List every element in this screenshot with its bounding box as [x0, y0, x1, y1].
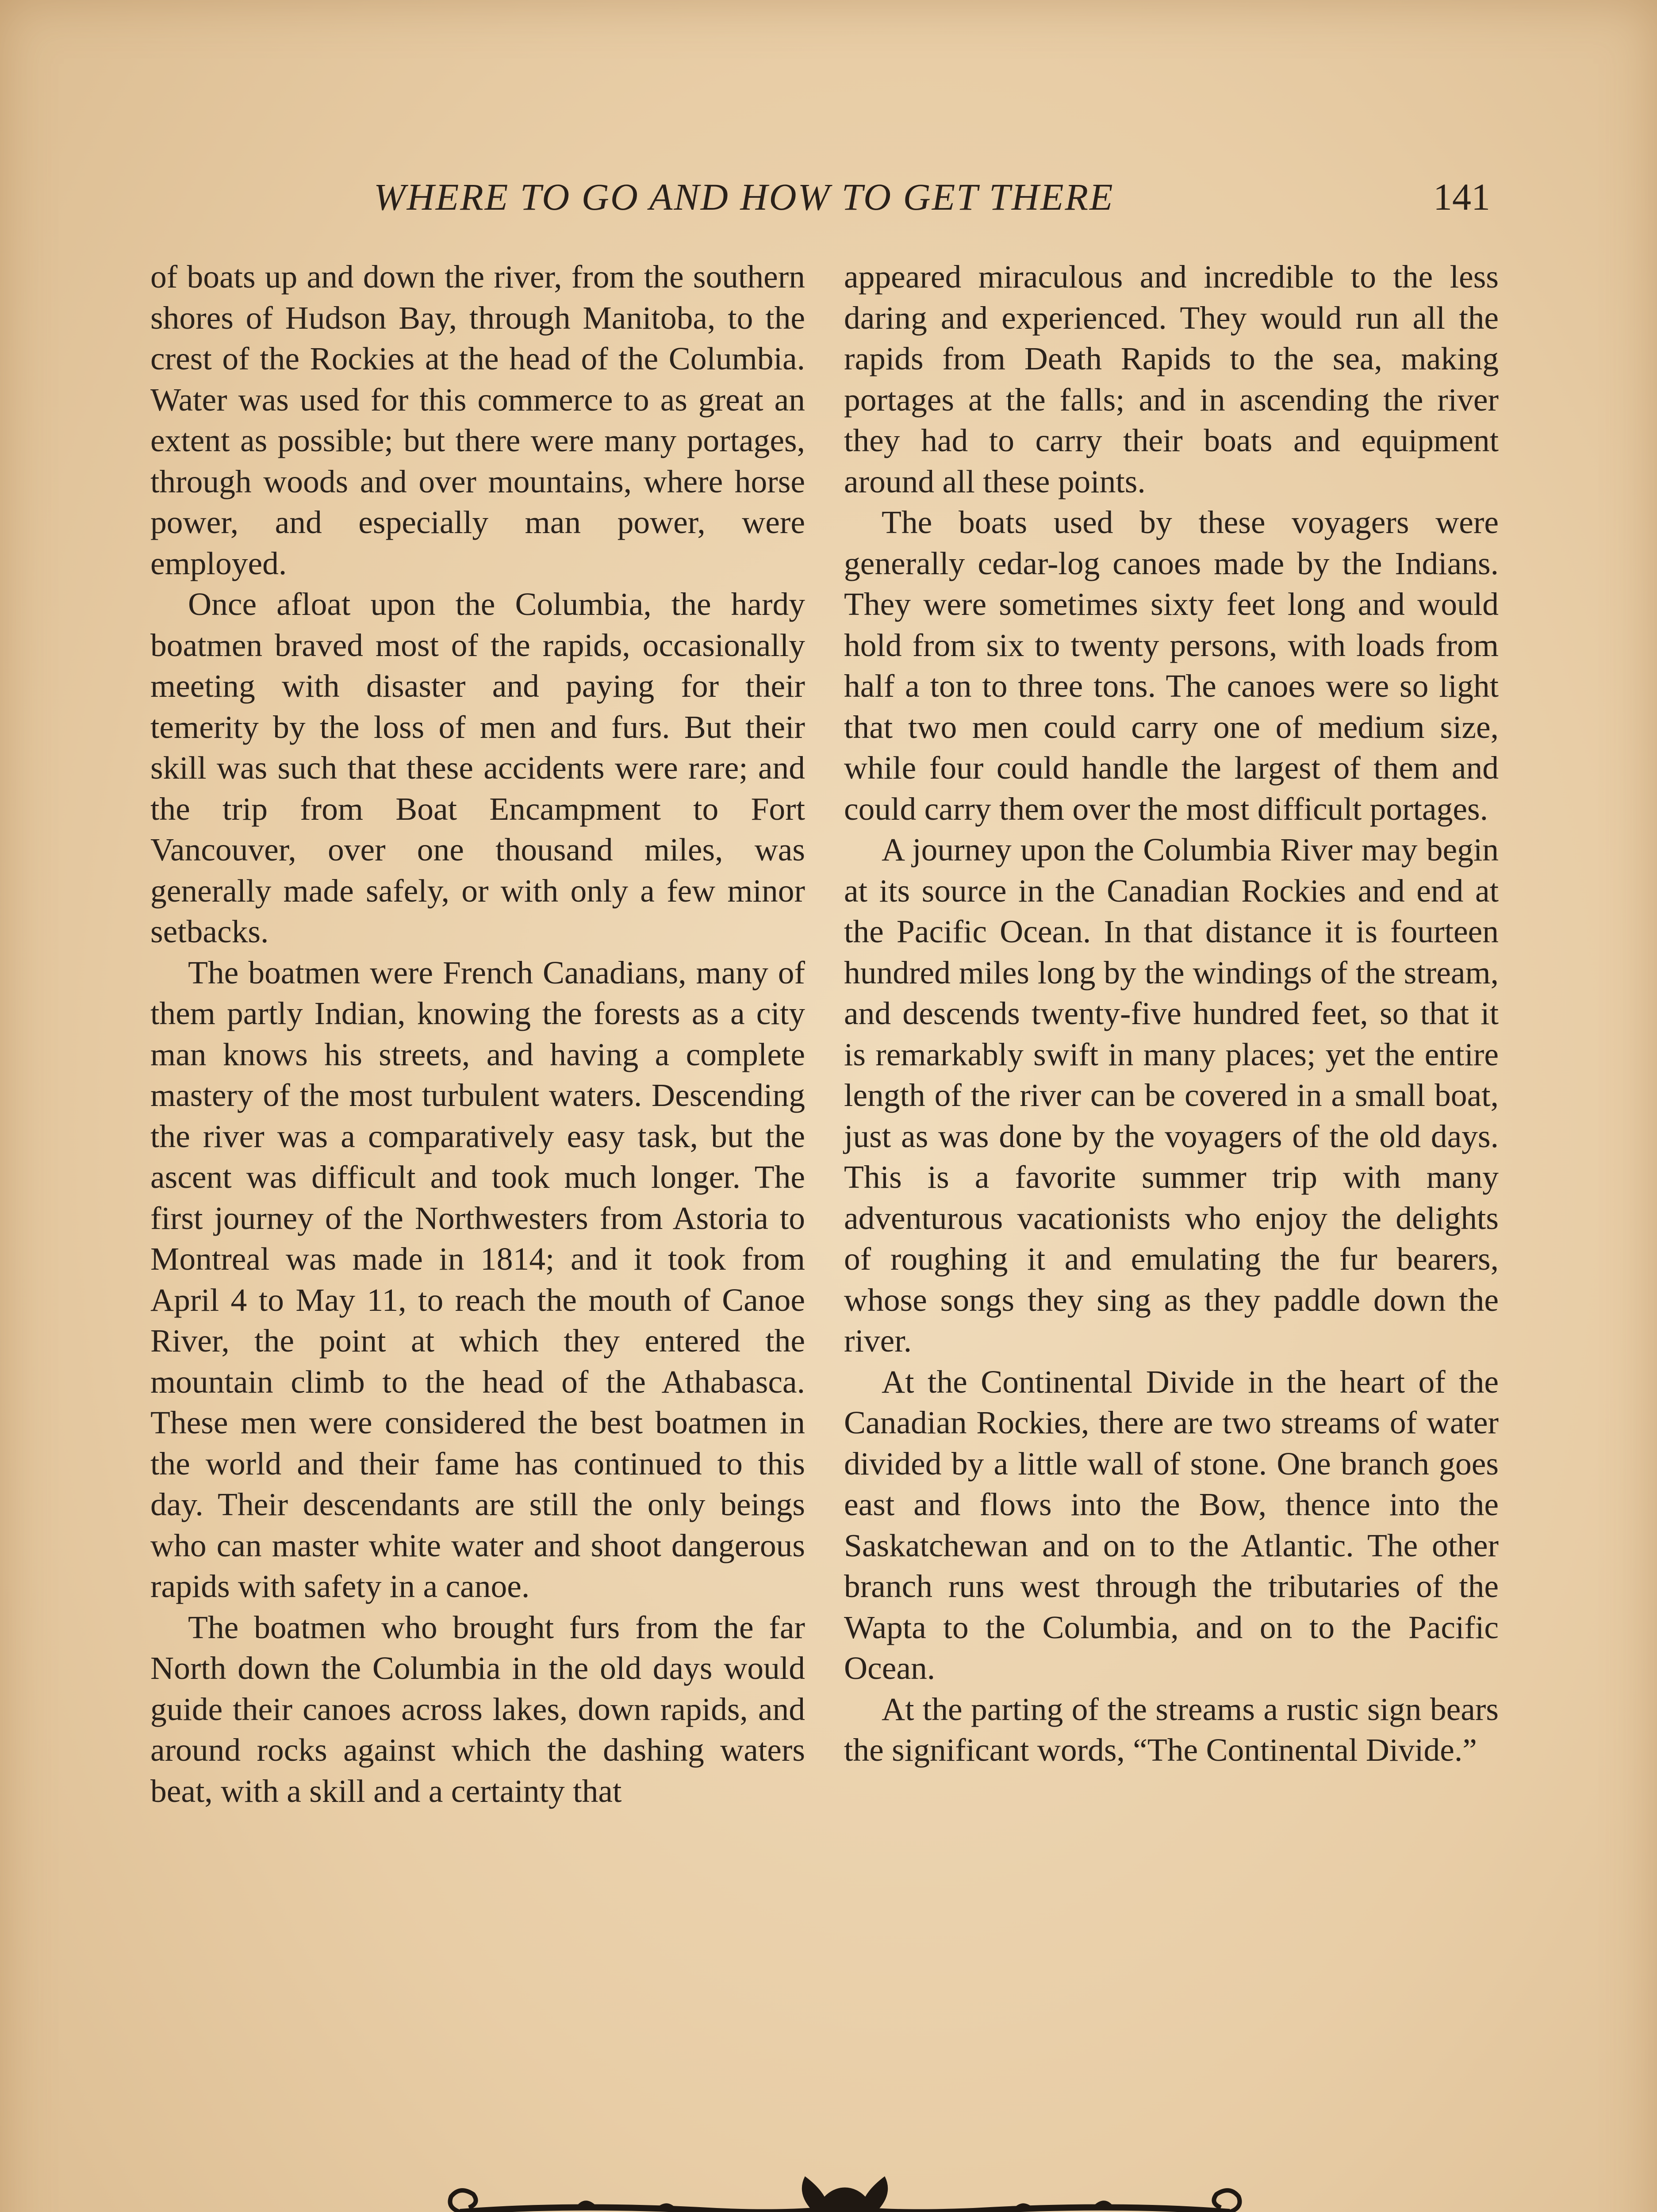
left-column [150, 257, 805, 1812]
right-column [844, 257, 1499, 1771]
paragraph: of boats up and down the river, from the southern shores of Hudson Bay, through Manitoba, to the crest of the Rockies at the head of the Columbia. Water was used for this commerce to as great an extent as possible; but there were many portages, through woods and over mountains, where horse power, and especially man power, were employed. [150, 259, 805, 581]
paragraph: Once afloat upon the Columbia, the hardy boatmen braved most of the rapids, occasionally meeting with disaster and paying for their temerity by the loss of men and furs. But their skill was such that these accidents were rare; and the trip from Boat Encampment to Fort Vancouver, over one thousand miles, was generally made safely, or with only a few minor setbacks. [150, 586, 805, 949]
paragraph: appeared miraculous and incredible to the less daring and experienced. They would run all the rapids from Death Rapids to the sea, making portages at the falls; and in ascending the river they had to carry their boats and equipment around all these points. [844, 259, 1499, 499]
paragraph: The boatmen were French Canadians, many of them partly Indian, knowing the forests as a city man knows his streets, and having a complete mastery of the most turbulent waters. Descending the river was a comparatively easy task, but the ascent was difficult and took much longer. The first journey of the Northwesters from Astoria to Montreal was made in 1814; and it took from April 4 to May 11, to reach the mouth of Canoe River, the point at which they entered the mountain climb to the head of the Athabasca. These men were considered the best boatmen in the world and their fame has continued to this day. Their descendants are still the only beings who can master white water and shoot dangerous rapids with safety in a canoe. [150, 954, 805, 1604]
running-head-title: WHERE TO GO AND HOW TO GET THERE [374, 176, 1114, 218]
paragraph: At the Continental Divide in the heart of the Canadian Rockies, there are two streams of water divided by a little wall of stone. One branch goes east and flows into the Bow, thence into the Saskatchewan and on to the Atlantic. The other branch runs west through the tributaries of the Wapta to the Columbia, and on to the Pacific Ocean. [844, 1363, 1499, 1686]
paragraph: The boatmen who brought furs from the far North down the Columbia in the old days would guide their canoes across lakes, down rapids, and around rocks against which the dashing waters beat, with a skill and a certainty that [150, 1609, 805, 1809]
paragraph: At the parting of the streams a rustic sign bears the significant words, “The Continental Divide.” [844, 1691, 1499, 1768]
tailpiece-ornament [442, 2159, 1247, 2212]
running-head [0, 175, 1657, 223]
paragraph: The boats used by these voyagers were generally cedar-log canoes made by the Indians. They were sometimes sixty feet long and would hold from six to twenty persons, with loads from half a ton to three tons. The canoes were so light that two men could carry one of medium size, while four could handle the largest of them and could carry them over the most difficult portages. [844, 504, 1499, 827]
paragraph: A journey upon the Columbia River may begin at its source in the Canadian Rockies and end at the Pacific Ocean. In that distance it is fourteen hundred miles long by the windings of the stream, and descends twenty-five hundred feet, so that it is remarkably swift in many places; yet the entire length of the river can be covered in a small boat, just as was done by the voyagers of the old days. This is a favorite summer trip with many adventurous vacationists who enjoy the delights of roughing it and emulating the fur bearers, whose songs they sing as they paddle down the river. [844, 832, 1499, 1359]
page-number: 141 [1433, 176, 1490, 218]
